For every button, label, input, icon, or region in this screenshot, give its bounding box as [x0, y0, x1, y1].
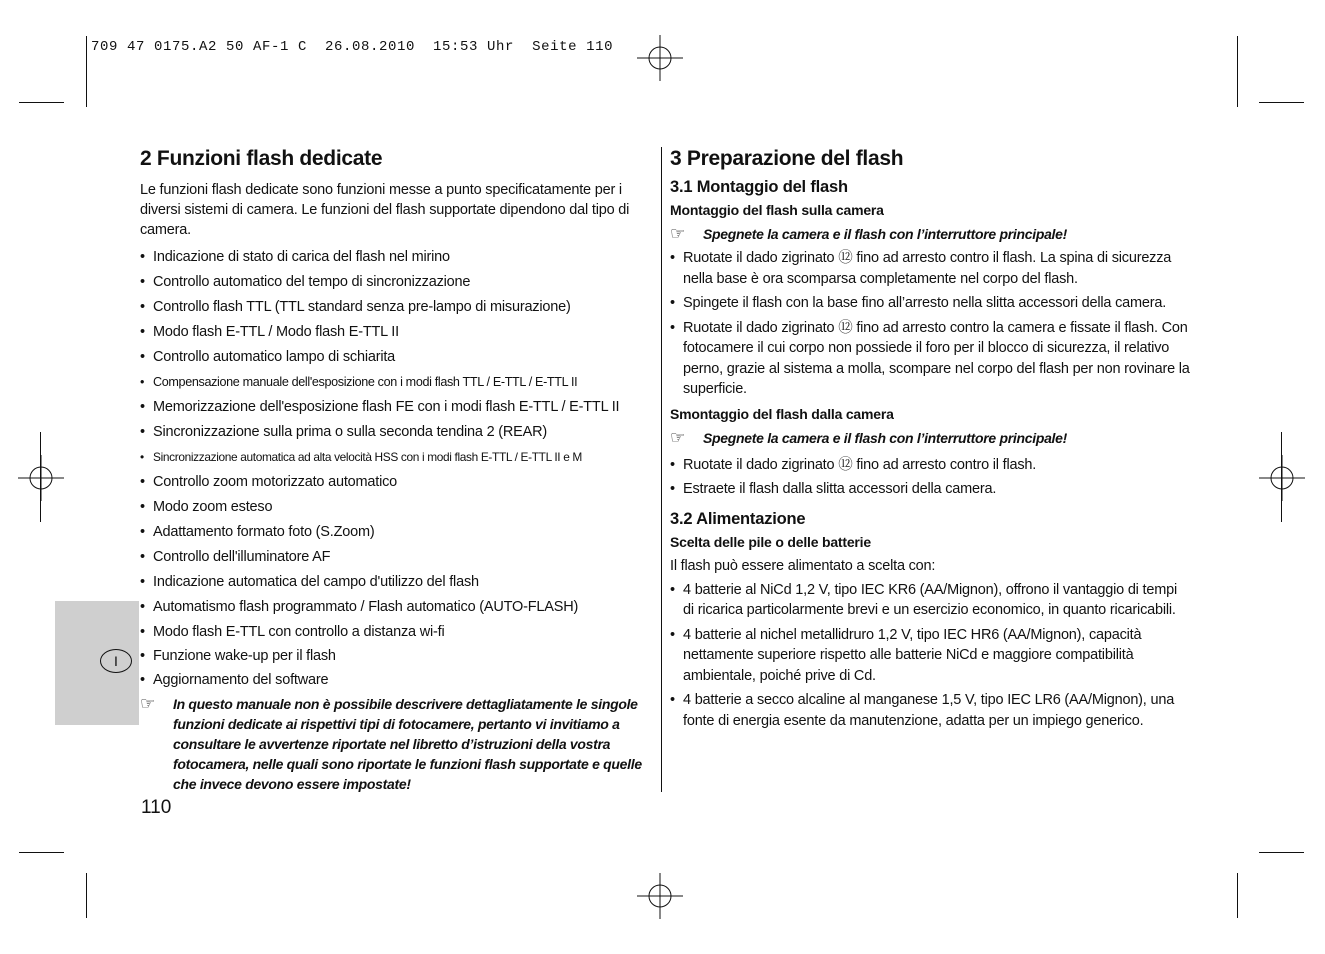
crop-mark [86, 873, 87, 918]
list-item: • 4 batterie al NiCd 1,2 V, tipo IEC KR6 (AA/Mignon), offrono il vantaggio di tempi di ricarica particolarmente brevi e un esercizio economico, in quanto ricaricabili. [670, 580, 1190, 621]
battery-list [670, 580, 1190, 732]
list-item: • Funzione wake-up per il flash [140, 646, 650, 666]
print-meta-header: 709 47 0175.A2 50 AF-1 C 26.08.2010 15:53 Uhr Seite 110 [91, 39, 614, 55]
crop-mark [1237, 873, 1238, 918]
crop-mark [40, 432, 41, 522]
note-text: Spegnete la camera e il flash con l’interruttore principale! [703, 429, 1067, 446]
list-item: • Ruotate il dado zigrinato ⑫ fino ad arresto contro la camera e fissate il flash. Con fotocamere il cui corpo non possiede il foro per il blocco di sicurezza, il relativo perno, grazie al sistema a molla, scompare nel corpo del flash per non rovinare la superficie. [670, 318, 1190, 400]
pointing-hand-icon: ☞ [140, 694, 155, 713]
note-block [140, 694, 650, 794]
list-item: • 4 batterie al nichel metallidruro 1,2 V, tipo IEC HR6 (AA/Mignon), capacità nettamente superiore rispetto alle batterie NiCd e maggiore compatibilità ambientale, poiché prive di Cd. [670, 625, 1190, 687]
left-column [140, 144, 650, 798]
list-item: • Indicazione automatica del campo d'utilizzo del flash [140, 572, 650, 592]
list-item: • Controllo automatico lampo di schiarita [140, 347, 650, 367]
crop-mark [19, 852, 64, 853]
crosshair-icon [637, 35, 683, 81]
list-item: • Automatismo flash programmato / Flash automatico (AUTO-FLASH) [140, 597, 650, 617]
subsection-title: 3.2 Alimentazione [670, 509, 806, 528]
language-badge: I [100, 649, 132, 673]
crop-mark [1259, 102, 1304, 103]
list-item: • Estraete il flash dalla slitta accessori della camera. [670, 479, 1190, 500]
section-title: 3 Preparazione del flash [670, 147, 904, 170]
crop-mark [1259, 852, 1304, 853]
subheading: Montaggio del flash sulla camera [670, 202, 884, 218]
list-item: • 4 batterie a secco alcaline al manganese 1,5 V, tipo IEC LR6 (AA/Mignon), una fonte di energia esente da manutenzione, adatta per un impiego generico. [670, 690, 1190, 731]
section-intro: Il flash può essere alimentato a scelta con: [670, 557, 936, 574]
feature-list [140, 247, 650, 690]
note-block [670, 428, 1190, 448]
crop-mark [86, 36, 87, 107]
crosshair-icon [1259, 455, 1305, 501]
section-intro: Le funzioni flash dedicate sono funzioni messe a punto specificatamente per i diversi sistemi di camera. Le funzioni del flash supportate dipendono dal tipo di camera. [140, 182, 630, 238]
pointing-hand-icon: ☞ [670, 224, 685, 243]
list-item: • Controllo flash TTL (TTL standard senza pre-lampo di misurazione) [140, 297, 650, 317]
list-item: • Ruotate il dado zigrinato ⑫ fino ad arresto contro il flash. La spina di sicurezza nella base è ora scomparsa completamente nel corpo del flash. [670, 248, 1190, 289]
mount-steps-list [670, 248, 1190, 400]
subheading: Smontaggio del flash dalla camera [670, 405, 894, 422]
list-item: • Aggiornamento del software [140, 670, 650, 690]
crosshair-icon [18, 455, 64, 501]
list-item: • Sincronizzazione automatica ad alta velocità HSS con i modi flash E-TTL / E-TTL II e M [140, 447, 650, 467]
note-text: Spegnete la camera e il flash con l’interruttore principale! [703, 226, 1067, 242]
crop-mark [1281, 432, 1282, 522]
list-item: • Modo zoom esteso [140, 497, 650, 517]
subheading: Scelta delle pile o delle batterie [670, 533, 871, 550]
crop-mark [19, 102, 64, 103]
list-item: • Indicazione di stato di carica del flash nel mirino [140, 247, 650, 267]
list-item: • Spingete il flash con la base fino all’arresto nella slitta accessori della camera. [670, 293, 1190, 314]
crosshair-icon [637, 873, 683, 919]
list-item: • Controllo dell'illuminatore AF [140, 547, 650, 567]
note-block [670, 224, 1190, 244]
list-item: • Memorizzazione dell'esposizione flash FE con i modi flash E-TTL / E-TTL II [140, 397, 650, 417]
pointing-hand-icon: ☞ [670, 427, 685, 447]
section-title: 2 Funzioni flash dedicate [140, 147, 383, 170]
list-item: • Modo flash E-TTL / Modo flash E-TTL II [140, 322, 650, 342]
list-item: • Ruotate il dado zigrinato ⑫ fino ad arresto contro il flash. [670, 455, 1190, 476]
list-item: • Controllo automatico del tempo di sincronizzazione [140, 272, 650, 292]
note-text: In questo manuale non è possibile descrivere dettagliatamente le singole funzioni dedicate ai rispettivi tipi di fotocamere, pertanto vi invitiamo a consultare le avvertenze riportate nel libretto d’istruzioni della vostra fotocamera, nelle quali sono riportate le funzioni flash supportate e quelle che invece devono essere impostate! [173, 696, 642, 792]
list-item: • Controllo zoom motorizzato automatico [140, 472, 650, 492]
list-item: • Adattamento formato foto (S.Zoom) [140, 522, 650, 542]
page-number: 110 [141, 797, 172, 818]
list-item: • Compensazione manuale dell'esposizione con i modi flash TTL / E-TTL / E-TTL II [140, 372, 650, 392]
list-item: • Modo flash E-TTL con controllo a distanza wi-fi [140, 622, 650, 642]
list-item: • Sincronizzazione sulla prima o sulla seconda tendina 2 (REAR) [140, 422, 650, 442]
subsection-title: 3.1 Montaggio del flash [670, 178, 848, 196]
column-divider [661, 147, 662, 792]
right-column [670, 144, 1190, 735]
crop-mark [1237, 36, 1238, 107]
unmount-steps-list [670, 455, 1190, 500]
